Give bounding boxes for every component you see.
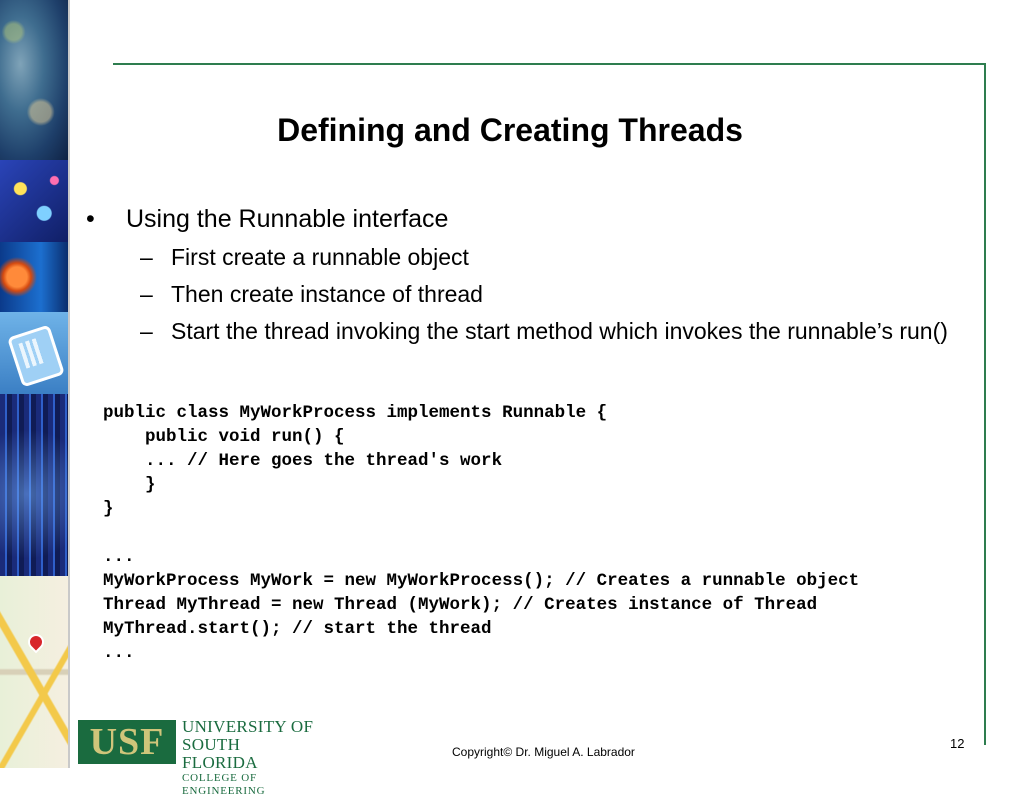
sub-bullet-dash: – bbox=[140, 244, 153, 270]
bullet-item bbox=[86, 202, 966, 236]
code-block bbox=[103, 401, 983, 665]
usf-logo-letters: USF bbox=[89, 721, 165, 763]
mobile-phone-icon bbox=[0, 312, 68, 394]
usf-logo-line3: COLLEGE OF ENGINEERING bbox=[182, 772, 266, 797]
bullet-list bbox=[86, 202, 966, 347]
sub-bullet-item bbox=[86, 279, 966, 310]
frame-right-line bbox=[984, 63, 986, 745]
sub-bullet-dash: – bbox=[140, 281, 153, 307]
slide-title: Defining and Creating Threads bbox=[277, 112, 743, 148]
page-number: 12 bbox=[950, 736, 965, 751]
bullet-text: Using the Runnable interface bbox=[126, 205, 449, 233]
satellite-dish-icon bbox=[0, 160, 68, 242]
code-line: Thread MyThread = new Thread (MyWork); // Creates instance of Thread bbox=[103, 595, 818, 615]
sub-bullet-dash: – bbox=[140, 318, 153, 344]
sub-bullet-text: Then create instance of thread bbox=[171, 281, 483, 307]
code-line: ... // Here goes the thread's work bbox=[103, 451, 503, 471]
code-line: public class MyWorkProcess implements Runnable { bbox=[103, 403, 608, 423]
street-map-icon bbox=[0, 576, 68, 768]
frame-top-line bbox=[113, 63, 986, 65]
code-line: } bbox=[103, 475, 156, 495]
usf-logo bbox=[78, 717, 318, 797]
code-line: ... bbox=[103, 643, 135, 663]
code-line: } bbox=[103, 499, 114, 519]
code-line: ... bbox=[103, 547, 135, 567]
decorative-image-strip bbox=[0, 0, 68, 768]
sub-bullet-item bbox=[86, 242, 966, 273]
earth-map-icon bbox=[0, 0, 68, 160]
copyright-text: Copyright© Dr. Miguel A. Labrador bbox=[452, 745, 635, 759]
usf-logo-line1: UNIVERSITY OF bbox=[182, 717, 314, 736]
circuit-board-icon bbox=[0, 394, 68, 576]
code-line: MyThread.start(); // start the thread bbox=[103, 619, 492, 639]
sub-bullet-item bbox=[86, 316, 966, 347]
sub-bullet-text: Start the thread invoking the start method which invokes the runnable’s run() bbox=[171, 318, 948, 344]
code-line bbox=[103, 521, 983, 545]
map-pin-icon bbox=[25, 631, 48, 654]
strip-divider bbox=[68, 0, 70, 768]
brain-scan-icon bbox=[0, 242, 68, 312]
usf-logo-line2: SOUTH FLORIDA bbox=[182, 735, 258, 772]
code-line: MyWorkProcess MyWork = new MyWorkProcess(); // Creates a runnable object bbox=[103, 571, 860, 591]
usf-logo-text bbox=[182, 718, 318, 798]
sub-bullet-text: First create a runnable object bbox=[171, 244, 469, 270]
bullet-dot: • bbox=[86, 205, 95, 233]
code-line: public void run() { bbox=[103, 427, 345, 447]
